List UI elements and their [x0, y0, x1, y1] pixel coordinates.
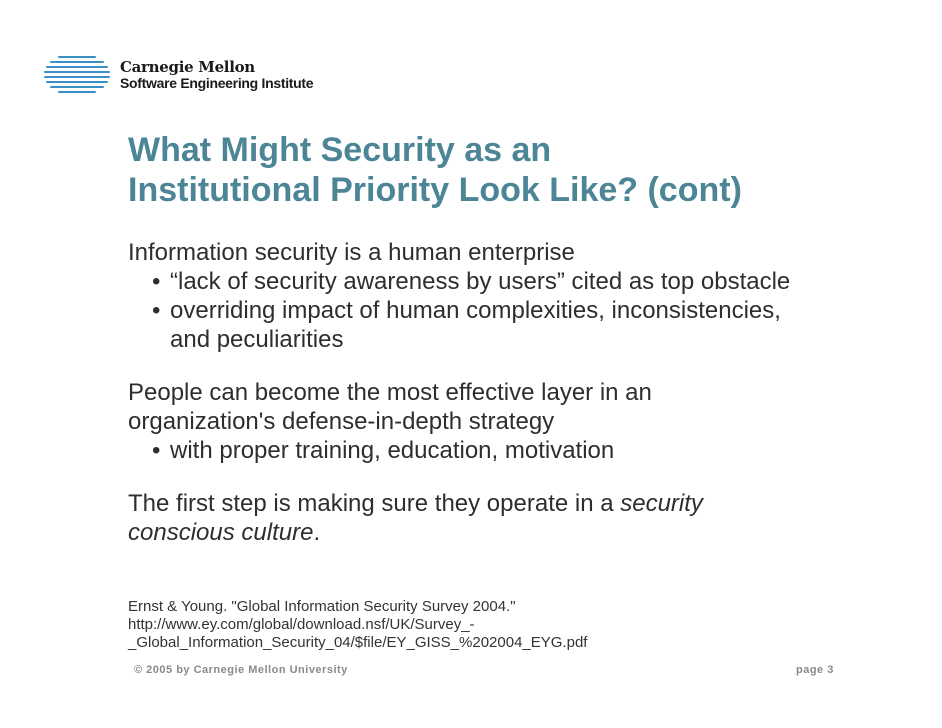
footer-copyright: © 2005 by Carnegie Mellon University [134, 664, 348, 676]
list-item [128, 436, 908, 465]
list-item-continuation [128, 325, 908, 354]
bullet-text: “lack of security awareness by users” cited as top obstacle [170, 268, 791, 295]
footer-page-number: page 3 [796, 664, 834, 676]
bullet-list-1 [128, 267, 908, 354]
reference-citation [128, 598, 828, 652]
reference-line-1: Ernst & Young. "Global Information Security Survey 2004." [128, 598, 516, 615]
logo-text [120, 60, 313, 91]
paragraph-3-end: . [313, 519, 321, 546]
paragraph-3-italic-1: security [620, 490, 703, 517]
bullet-icon: • [152, 268, 161, 295]
list-item [128, 296, 908, 325]
bullet-text: and peculiarities [170, 326, 344, 353]
logo-stripes-icon [44, 56, 110, 94]
slide-title [128, 130, 908, 210]
bullet-icon: • [152, 297, 161, 324]
bullet-text: overriding impact of human complexities, inconsistencies, [170, 297, 781, 324]
paragraph-2-line-2: organization's defense-in-depth strategy [128, 408, 555, 435]
bullet-text: with proper training, education, motivation [170, 437, 615, 464]
title-line-2: Institutional Priority Look Like? (cont) [128, 171, 742, 209]
paragraph-3 [128, 489, 908, 547]
bullet-list-2 [128, 436, 908, 465]
paragraph-3-italic-2: conscious culture [128, 519, 314, 546]
paragraph-2-line-1: People can become the most effective layer in an [128, 379, 652, 406]
bullet-icon: • [152, 437, 161, 464]
list-item [128, 267, 908, 296]
title-line-1: What Might Security as an [128, 131, 552, 169]
paragraph-3-text: The first step is making sure they operate in a [128, 490, 621, 517]
reference-line-3: _Global_Information_Security_04/$file/EY_GISS_%202004_EYG.pdf [128, 634, 588, 651]
logo-line-1: Carnegie Mellon [120, 58, 255, 76]
slide-body [128, 238, 908, 547]
logo-line-2: Software Engineering Institute [120, 75, 314, 91]
reference-line-2: http://www.ey.com/global/download.nsf/UK/Survey_- [128, 616, 475, 633]
paragraph-1: Information security is a human enterprise [128, 239, 575, 266]
cmu-sei-logo [44, 54, 344, 98]
